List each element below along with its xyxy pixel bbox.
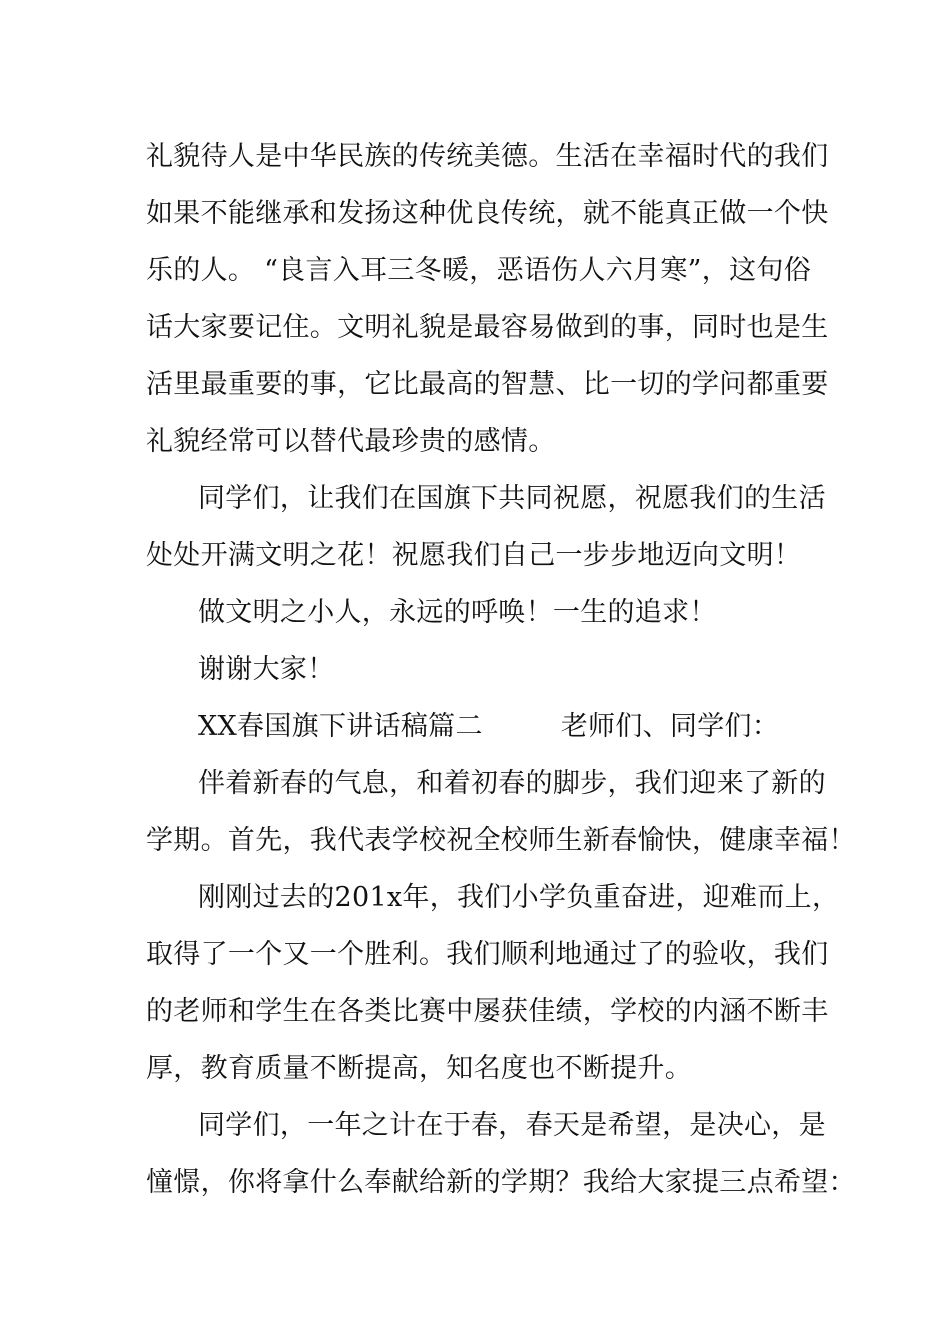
text-line: 学期。首先，我代表学校祝全校师生新春愉快，健康幸福！: [146, 825, 856, 856]
paragraph-first-line: 伴着新春的气息，和着初春的脚步，我们迎来了新的: [198, 768, 826, 799]
text-line: 活里最重要的事，它比最高的智慧、比一切的学问都重要: [146, 369, 829, 400]
text-line: 处处开满文明之花！祝愿我们自己一步步地迈向文明！: [146, 540, 802, 571]
text-line: 憧憬，你将拿什么奉献给新的学期？我给大家提三点希望：: [146, 1167, 856, 1198]
section-heading: XX春国旗下讲话稿篇二: [198, 711, 483, 742]
paragraph-first-line: 谢谢大家！: [198, 654, 335, 685]
paragraph-first-line: 刚刚过去的201x年，我们小学负重奋进，迎难而上，: [198, 882, 840, 913]
text-line: 厚，教育质量不断提高，知名度也不断提升。: [146, 1053, 692, 1084]
paragraph-first-line: 同学们，一年之计在于春，春天是希望，是决心，是: [198, 1110, 826, 1141]
text-line: 如果不能继承和发扬这种优良传统，就不能真正做一个快: [146, 198, 829, 229]
salutation: 老师们、同学们：: [560, 711, 780, 742]
paragraph-first-line: 同学们，让我们在国旗下共同祝愿，祝愿我们的生活: [198, 483, 826, 514]
text-line: 话大家要记住。文明礼貌是最容易做到的事，同时也是生: [146, 312, 829, 343]
text-line: 的老师和学生在各类比赛中屡获佳绩，学校的内涵不断丰: [146, 996, 829, 1027]
document-body: [146, 128, 856, 1211]
paragraph-first-line: 做文明之小人，永远的呼唤！一生的追求！: [198, 597, 717, 628]
section-heading-line: [146, 698, 810, 755]
text-line: 乐的人。 “良言入耳三冬暖，恶语伤人六月寒”，这句俗: [146, 255, 811, 286]
text-line: 礼貌经常可以替代最珍贵的感情。: [146, 426, 556, 457]
text-line: 礼貌待人是中华民族的传统美德。生活在幸福时代的我们: [146, 141, 829, 172]
text-line: 取得了一个又一个胜利。我们顺利地通过了的验收，我们: [146, 939, 829, 970]
